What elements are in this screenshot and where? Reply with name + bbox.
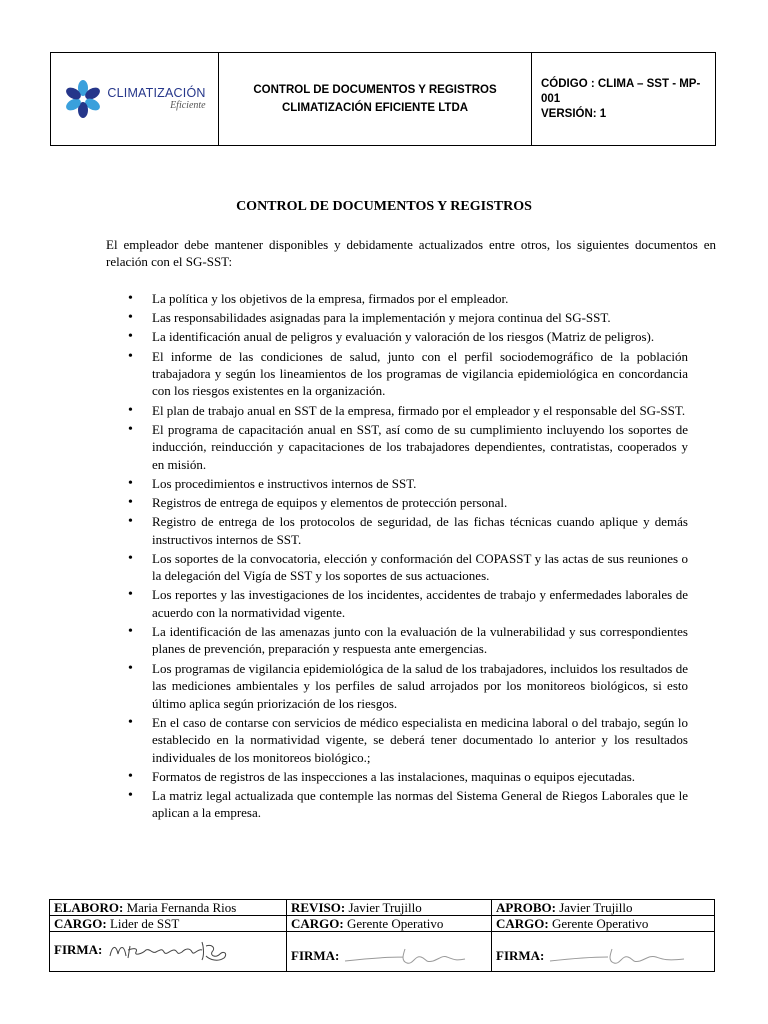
- approval-row-names: [50, 900, 715, 916]
- list-item: • El plan de trabajo anual en SST de la empresa, firmado por el empleador y el responsable del SG-SST.: [128, 402, 688, 419]
- list-item: • Formatos de registros de las inspecciones a las instalaciones, maquinas o equipos ejecutadas.: [128, 768, 688, 785]
- list-item: • El programa de capacitación anual en SST, así como de su cumplimiento incluyendo los soportes de inducción, reinducción y capacitaciones de los trabajadores dependientes, contratistas, cooperados y en misión.: [128, 421, 688, 473]
- firma-cell-1: FIRMA:: [50, 932, 287, 972]
- list-item: • La identificación de las amenazas junto con la evaluación de la vulnerabilidad y sus correspondientes planes de prevención, preparación y respuesta ante emergencias.: [128, 623, 688, 658]
- signature-javier-approval-icon: [548, 945, 688, 969]
- list-item: • La identificación anual de peligros y evaluación y valoración de los riesgos (Matriz de peligros).: [128, 328, 688, 345]
- firma-cell-3: FIRMA:: [492, 932, 715, 972]
- aprobo-cell: APROBO: Javier Trujillo: [492, 900, 715, 916]
- aprobo-name: Javier Trujillo: [559, 900, 633, 915]
- list-item: • La matriz legal actualizada que contemple las normas del Sistema General de Riegos Laborales que le aplican a la empresa.: [128, 787, 688, 822]
- list-item: • Registro de entrega de los protocolos de seguridad, de las fichas técnicas cuando aplique y demás instructivos internos de SST.: [128, 513, 688, 548]
- cargo-cell-3: CARGO: Gerente Operativo: [492, 916, 715, 932]
- reviso-name: Javier Trujillo: [348, 900, 422, 915]
- header-code-cell: [532, 53, 716, 146]
- list-item: • Los procedimientos e instructivos internos de SST.: [128, 475, 688, 492]
- list-item: • Los reportes y las investigaciones de los incidentes, accidentes de trabajo y enfermedades laborales de acuerdo con la normatividad vigente.: [128, 586, 688, 621]
- logo-text: [107, 87, 205, 112]
- list-item: • Los programas de vigilancia epidemiológica de la salud de los trabajadores, incluidos los resultados de las mediciones ambientales y los perfiles de salud arrojados por los monitoreos biológicos, si esto último aplica según priorización de los riesgos.: [128, 660, 688, 712]
- company-logo: [51, 53, 218, 145]
- elaboro-name: Maria Fernanda Rios: [126, 900, 237, 915]
- list-item: • Las responsabilidades asignadas para la implementación y mejora continua del SG-SST.: [128, 309, 688, 326]
- list-item: • En el caso de contarse con servicios de médico especialista en medicina laboral o del trabajo, según lo establecido en la normatividad vigente, se deberá tener documentado lo anterior y los resultados individuales de los monitoreos biológico.;: [128, 714, 688, 766]
- document-header: [50, 52, 716, 146]
- approval-table: [49, 899, 715, 972]
- intro-paragraph: El empleador debe mantener disponibles y debidamente actualizados entre otros, los siguientes documentos en relación con el SG-SST:: [106, 237, 716, 269]
- cargo-cell-1: CARGO: Lider de SST: [50, 916, 287, 932]
- list-item: • Los soportes de la convocatoria, elección y conformación del COPASST y las actas de sus reuniones o la delegación del Vigía de SST y los soportes de sus actuaciones.: [128, 550, 688, 585]
- document-code-line2: 001: [541, 92, 561, 105]
- document-code-line1: CÓDIGO : CLIMA – SST - MP-: [541, 77, 701, 90]
- logo-cell: [51, 53, 219, 146]
- reviso-cell: REVISO: Javier Trujillo: [287, 900, 492, 916]
- header-title-line2: CLIMATIZACIÓN EFICIENTE LTDA: [281, 102, 469, 114]
- elaboro-cell: ELABORO: Maria Fernanda Rios: [50, 900, 287, 916]
- documents-list: [128, 290, 688, 824]
- firma-cell-2: FIRMA:: [287, 932, 492, 972]
- brand-name: CLIMATIZACIÓN: [107, 85, 206, 100]
- brand-subtitle: Eficiente: [170, 100, 206, 112]
- list-item: • Registros de entrega de equipos y elementos de protección personal.: [128, 494, 688, 511]
- flower-logo-icon: [63, 79, 103, 119]
- signature-maria-icon: [106, 938, 236, 964]
- document-version: VERSIÓN: 1: [541, 107, 607, 120]
- header-title-cell: [219, 53, 532, 146]
- list-item: • El informe de las condiciones de salud, junto con el perfil sociodemográfico de la población trabajadora y según los lineamientos de los programas de vigilancia epidemiológica en concordancia con los riesgos existentes en la organización.: [128, 348, 688, 400]
- list-item: • La política y los objetivos de la empresa, firmados por el empleador.: [128, 290, 688, 307]
- signature-javier-icon: [343, 945, 468, 969]
- document-title: CONTROL DE DOCUMENTOS Y REGISTROS: [236, 199, 532, 214]
- cargo-cell-2: CARGO: Gerente Operativo: [287, 916, 492, 932]
- approval-row-cargo: [50, 916, 715, 932]
- header-title-line1: CONTROL DE DOCUMENTOS Y REGISTROS: [253, 84, 497, 96]
- approval-row-firma: [50, 932, 715, 972]
